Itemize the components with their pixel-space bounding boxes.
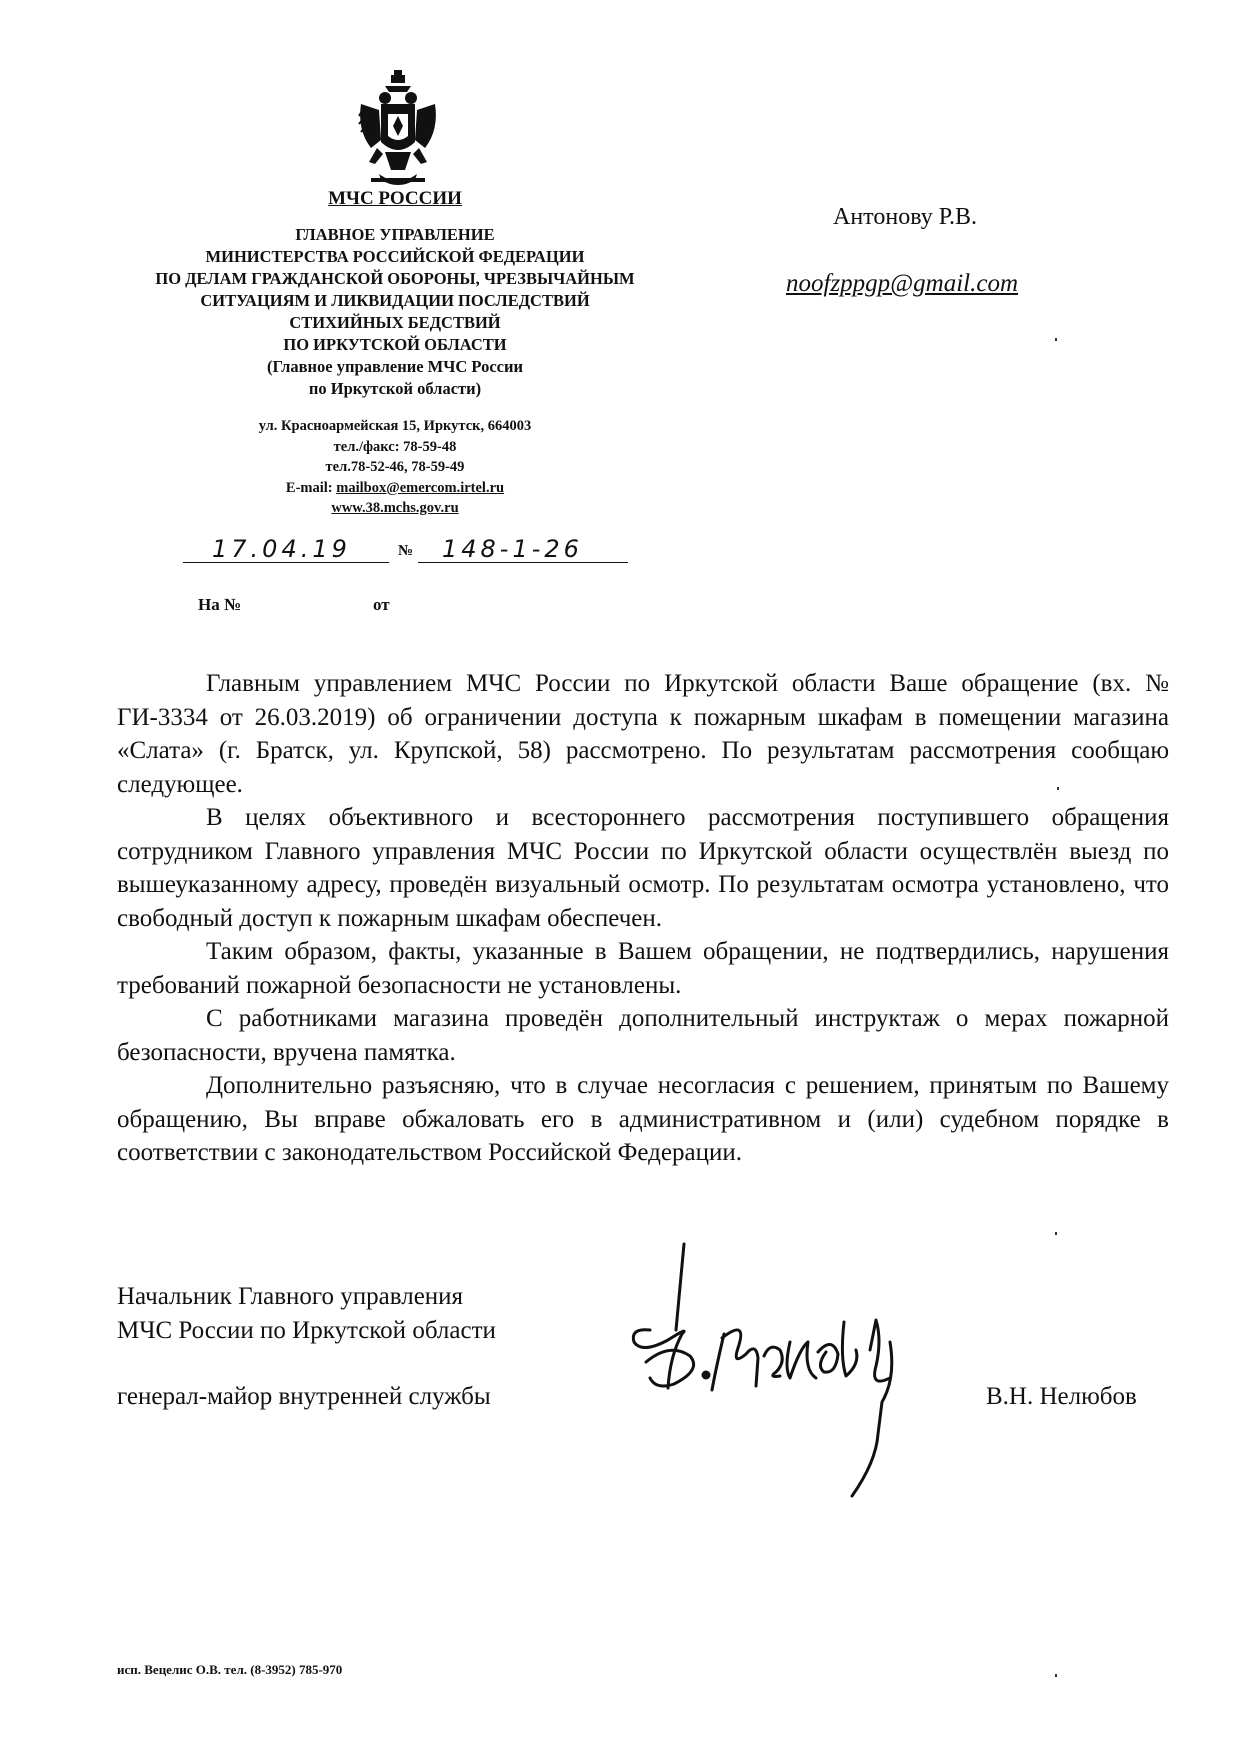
reply-from-label: от <box>373 595 390 614</box>
scan-speck <box>1055 1674 1057 1677</box>
body-paragraph: Таким образом, факты, указанные в Вашем обращении, не подтвердились, нарушения требований пожарной безопасности не установлены. <box>117 938 1169 999</box>
org-short-name: МЧС РОССИИ <box>328 188 462 209</box>
org-address: ул. Красноармейская 15, Иркутск, 664003 <box>258 418 532 434</box>
signer-position-line1: Начальник Главного управления <box>117 1283 464 1310</box>
scan-speck <box>1055 1232 1057 1235</box>
letterhead-line: ПО ДЕЛАМ ГРАЖДАНСКОЙ ОБОРОНЫ, ЧРЕЗВЫЧАЙНЫМ <box>155 269 635 288</box>
scan-speck <box>1057 787 1059 790</box>
org-telfax: тел./факс: 78-59-48 <box>333 438 457 455</box>
org-email-link[interactable]: mailbox@emercom.irtel.ru <box>336 479 505 496</box>
letterhead-contacts <box>135 416 655 519</box>
letterhead-line: (Главное управление МЧС России <box>267 357 523 376</box>
letterhead-line: ГЛАВНОЕ УПРАВЛЕНИЕ <box>295 225 495 244</box>
email-label: E-mail: <box>285 479 337 496</box>
org-email-line <box>135 478 655 499</box>
body-paragraph: В целях объективного и всестороннего рассмотрения поступившего обращения сотрудником Главного управления МЧС России по Иркутской области осуществлён выезд по вышеуказанному адресу, проведён визуальный осмотр. По результатам осмотра установлено, что свободный доступ к пожарным шкафам обеспечен. <box>117 804 1169 932</box>
body-paragraph: Главным управлением МЧС России по Иркутской области Ваше обращение (вх. № ГИ-3334 от 26.03.2019) об ограничении доступа к пожарным шкафам в помещении магазина «Слата» (г. Братск, ул. Крупской, 58) рассмотрено. По результатам рассмотрения сообщаю следующее. <box>117 670 1169 798</box>
scan-speck <box>1055 338 1057 341</box>
addressee-email[interactable]: noofzppgp@gmail.com <box>786 270 1019 297</box>
handwritten-signature <box>620 1238 920 1500</box>
org-website-link[interactable]: www.38.mchs.gov.ru <box>331 500 459 516</box>
signer-name: В.Н. Нелюбов <box>986 1383 1137 1410</box>
addressee-name: Антонову Р.В. <box>833 204 978 230</box>
letterhead-line: СТИХИЙНЫХ БЕДСТВИЙ <box>289 313 501 332</box>
org-website-line <box>135 498 655 519</box>
reply-to-label: На № <box>198 595 242 614</box>
letterhead-line: МИНИСТЕРСТВА РОССИЙСКОЙ ФЕДЕРАЦИИ <box>205 247 585 266</box>
org-tel: тел.78-52-46, 78-59-49 <box>325 459 465 475</box>
signer-rank: генерал-майор внутренней службы <box>117 1383 491 1410</box>
letter-body <box>117 667 1169 1170</box>
registration-number: 148-1-26 <box>442 535 583 563</box>
signer-position-line2: МЧС России по Иркутской области <box>117 1317 496 1344</box>
mchs-emblem-icon <box>355 70 441 188</box>
executor-info: исп. Вецелис О.В. тел. (8-3952) 785-970 <box>117 1662 343 1677</box>
letterhead-line: СИТУАЦИЯМ И ЛИКВИДАЦИИ ПОСЛЕДСТВИЙ <box>200 291 590 310</box>
registration-date: 17.04.19 <box>212 535 351 563</box>
letterhead-line: ПО ИРКУТСКОЙ ОБЛАСТИ <box>283 335 507 354</box>
letterhead-line: по Иркутской области) <box>308 379 482 398</box>
letterhead-org-block <box>135 224 655 400</box>
body-paragraph: Дополнительно разъясняю, что в случае несогласия с решением, принятым по Вашему обращению, Вы вправе обжаловать его в административном и (или) судебном порядке в соответствии с законодательством Российской Федерации. <box>117 1072 1169 1166</box>
number-label: № <box>398 543 414 559</box>
body-paragraph: С работниками магазина проведён дополнительный инструктаж о мерах пожарной безопасности, вручена памятка. <box>117 1005 1169 1066</box>
